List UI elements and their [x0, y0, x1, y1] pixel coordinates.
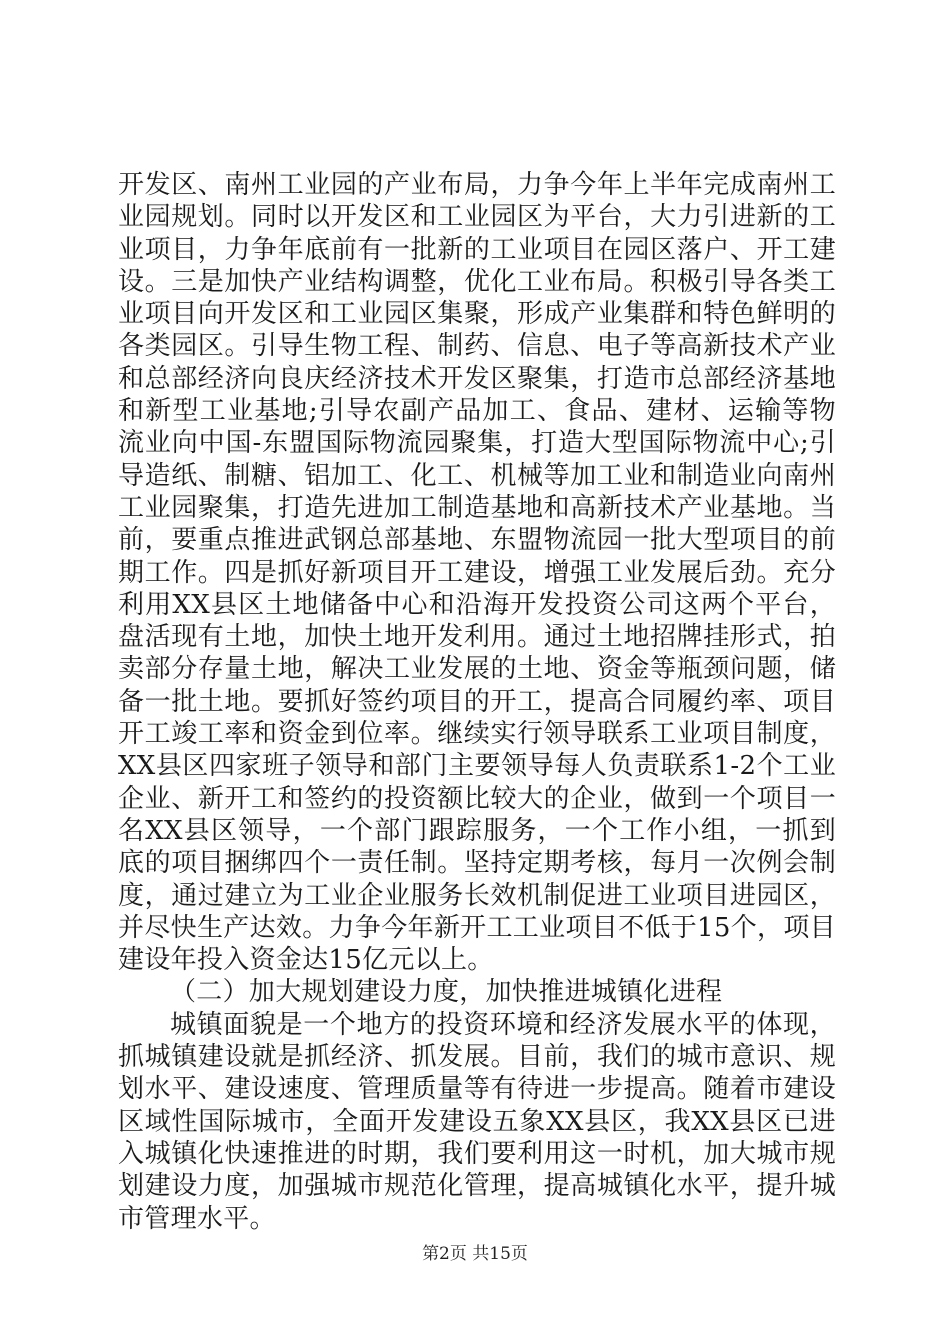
page-number-label: 第2页 共15页 [422, 1244, 528, 1264]
body-paragraph-1: 开发区、南州工业园的产业布局，力争今年上半年完成南州工业园规划。同时以开发区和工业园区为平台，大力引进新的工业项目，力争年底前有一批新的工业项目在园区落户、开工建设。三是加快产业结构调整，优化工业布局。积极引导各类工业项目向开发区和工业园区集聚，形成产业集群和特色鲜明的各类园区。引导生物工程、制药、信息、电子等高新技术产业和总部经济向良庆经济技术开发区聚集，打造市总部经济基地和新型工业基地;引导农副产品加工、食品、建材、运输等物流业向中国-东盟国际物流园聚集，打造大型国际物流中心;引导造纸、制糖、铝加工、化工、机械等加工业和制造业向南州工业园聚集，打造先进加工制造基地和高新技术产业基地。当前，要重点推进武钢总部基地、东盟物流园一批大型项目的前期工作。四是抓好新项目开工建设，增强工业发展后劲。充分利用XX县区土地储备中心和沿海开发投资公司这两个平台，盘活现有土地，加快土地开发利用。通过土地招牌挂形式，拍卖部分存量土地，解决工业发展的土地、资金等瓶颈问题，储备一批土地。要抓好签约项目的开工，提高合同履约率、项目开工竣工率和资金到位率。继续实行领导联系工业项目制度，XX县区四家班子领导和部门主要领导每人负责联系1-2个工业企业、新开工和签约的投资额比较大的企业，做到一个项目一名XX县区领导，一个部门跟踪服务，一个工作小组，一抓到底的项目捆绑四个一责任制。坚持定期考核，每月一次例会制度，通过建立为工业企业服务长效机制促进工业项目进园区，并尽快生产达效。力争今年新开工工业项目不低于15个，项目建设年投入资金达15亿元以上。 [118, 170, 836, 976]
document-body [118, 169, 836, 1235]
page-footer [0, 1243, 950, 1265]
section-heading: （二）加大规划建设力度，加快推进城镇化进程 [170, 977, 723, 1008]
body-paragraph-2: 城镇面貌是一个地方的投资环境和经济发展水平的体现，抓城镇建设就是抓经济、抓发展。目前，我们的城市意识、规划水平、建设速度、管理质量等有待进一步提高。随着市建设区域性国际城市，全面开发建设五象XX县区，我XX县区已进入城镇化快速推进的时期，我们要利用这一时机，加大城市规划建设力度，加强城市规范化管理，提高城镇化水平，提升城市管理水平。 [118, 1009, 836, 1234]
